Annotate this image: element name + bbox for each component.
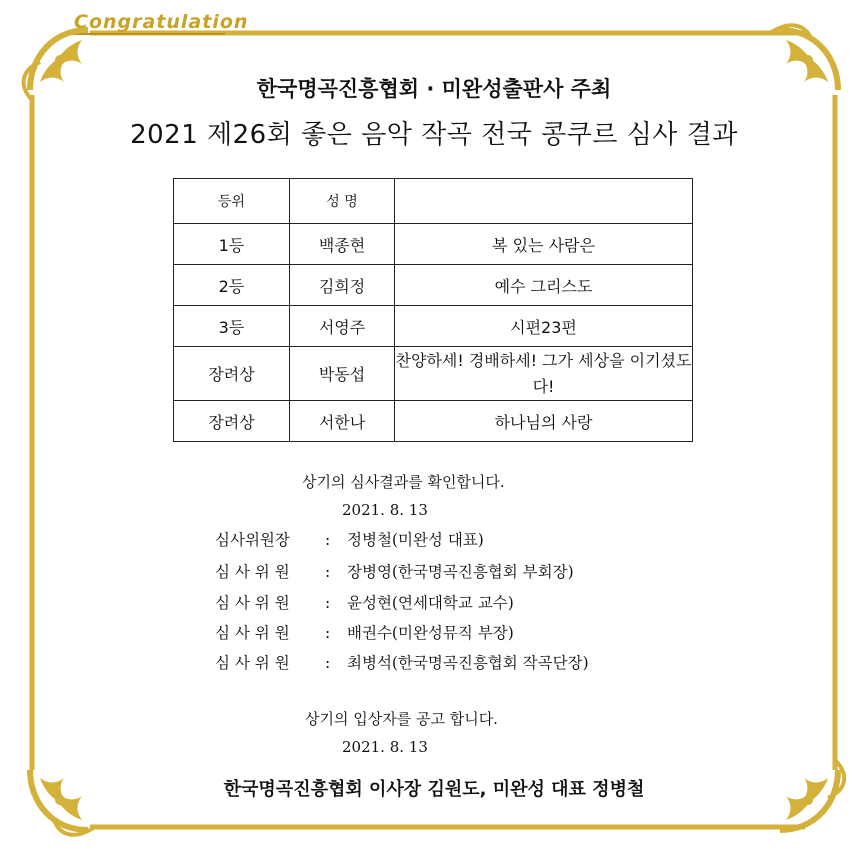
work-cell: 하나님의 사랑 (395, 401, 693, 442)
judge-person: 윤성현(연세대학교 교수) (347, 594, 514, 612)
judge-role: 심 사 위 원 (215, 624, 290, 642)
column-header-name: 성 명 (290, 179, 395, 224)
confirm-text: 상기의 심사결과를 확인합니다. (302, 473, 505, 491)
table-row (174, 265, 693, 306)
name-cell: 서영주 (290, 306, 395, 347)
judge-role: 심 사 위 원 (215, 594, 290, 612)
table-row (174, 306, 693, 347)
judge-person: 장병영(한국명곡진흥협회 부회장) (347, 563, 574, 581)
judge-colon: : (325, 531, 331, 549)
judge-person: 최병석(한국명곡진흥협회 작곡단장) (347, 654, 589, 672)
judge-role: 심사위원장 (215, 531, 290, 549)
judge-person: 정병철(미완성 대표) (347, 531, 484, 549)
notice-text: 상기의 입상자를 공고 합니다. (305, 710, 498, 728)
rank-cell: 장려상 (174, 401, 290, 442)
name-cell: 김희정 (290, 265, 395, 306)
closing-signature: 한국명곡진흥협회 이사장 김원도, 미완성 대표 정병철 (223, 779, 645, 800)
page-title: 2021 제26회 좋은 음악 작곡 전국 콩쿠르 심사 결과 (130, 120, 738, 150)
judge-line (215, 591, 514, 613)
table-row (174, 224, 693, 265)
congratulation-banner: Congratulation (74, 11, 249, 33)
work-cell: 예수 그리스도 (395, 265, 693, 306)
confirm-date: 2021. 8. 13 (342, 501, 428, 519)
judge-colon: : (325, 624, 331, 642)
table-header-row (174, 179, 693, 224)
work-cell: 찬양하세! 경배하세! 그가 세상을 이기셨도다! (395, 347, 693, 401)
judge-colon: : (325, 594, 331, 612)
judge-colon: : (325, 563, 331, 581)
judge-line (215, 651, 589, 673)
judge-role: 심 사 위 원 (215, 654, 290, 672)
table-row (174, 347, 693, 401)
rank-cell: 2등 (174, 265, 290, 306)
work-cell: 시편23편 (395, 306, 693, 347)
name-cell: 백종현 (290, 224, 395, 265)
column-header-rank: 등위 (174, 179, 290, 224)
judge-colon: : (325, 654, 331, 672)
table-row (174, 401, 693, 442)
results-table (173, 178, 693, 442)
column-header-work (395, 179, 693, 224)
name-cell: 박동섭 (290, 347, 395, 401)
organizer-heading: 한국명곡진흥협회 · 미완성출판사 주최 (256, 77, 612, 101)
rank-cell: 1등 (174, 224, 290, 265)
judge-person: 배권수(미완성뮤직 부장) (347, 624, 514, 642)
judge-role: 심 사 위 원 (215, 563, 290, 581)
rank-cell: 3등 (174, 306, 290, 347)
rank-cell: 장려상 (174, 347, 290, 401)
judge-line (215, 560, 574, 582)
judge-line (215, 621, 514, 643)
name-cell: 서한나 (290, 401, 395, 442)
notice-date: 2021. 8. 13 (342, 738, 428, 756)
work-cell: 복 있는 사람은 (395, 224, 693, 265)
judge-line (215, 528, 484, 550)
